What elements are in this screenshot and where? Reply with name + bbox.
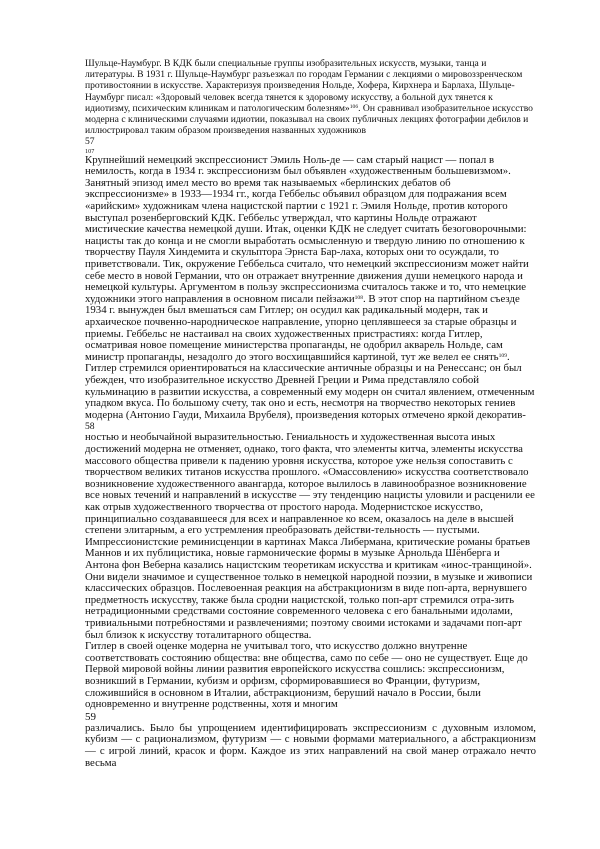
paragraph-5: Гитлер в своей оценке модерна не учитывал того, что искусство должно внутренне соответствовать состоянию общества: вне общества, само по себе — оно не существует. Еще до Первой мировой войны линии развития европейского искусства сошлись: экспрессионизм, возникший в Германии, кубизм и орфизм, сформировавшиеся во Франции, футуризм, сложившийся в основном в Италии, абстракционизм, беруший начало в России, были одновременно и внутренне родственны, хотя и многим	[85, 640, 528, 711]
paragraph-6: различались. Было бы упрощением идентифицировать экспрессионизм с духовным изломом, кубизм — с рационализмом, футуризм — с новыми формами материального, а абстракционизм — с игрой линий, красок и форм. Каждое из этих направлений на свой манер отражало нечто весьма	[85, 721, 536, 769]
footnote-ref-109[interactable]: 109	[498, 352, 507, 359]
page-number-59: 59	[85, 710, 96, 723]
page-number-58: 58	[85, 421, 95, 433]
footnote-ref-106[interactable]: 106	[349, 103, 359, 110]
paragraph-4: ностью и необычайной выразительностью. Гениальность и художественная высота иных достижений модерна не отменяет, однако, того факта, что элементы китча, элементы искусства массового общества привели к падению уровня искусства, которое уже нельзя сопоставить с творчеством великих титанов искусства прошлого. «Омассовлению» искусства соответствовало возникновение художественного авангарда, которое вылилось в лавинообразное возникновение все новых течений и направлений в искусстве — эту тенденцию нацисты уловили и расценили ее как отрыв художественного творчества от простого народа. Модернистское искусство, принципиально создававшееся для всех и направленное ко всем, оказалось на деле в высшей степени элитарным, а его устремления преобразовать действи-тельность — пустыми. Импрессионистские реминисценции в картинах Макса Либермана, критические романы братьев Маннов и их публицистика, новые гармонические формы в музыке Арнольда Шёнберга и Антона фон Веберна казались нацистским теоретикам искусства и критикам «инос-транщиной». Они видели значимое и существенное только в немецкой народной поэзии, в музыке и живописи классических образцов. Послевоенная реакция на абстракционизм в виде поп-арта, вернувшего предметность искусству, также была сродни нацистской, только поп-арт стремился отра-зить нетрадиционными средствами состояние современного человека с его банальными идолами, тривиальными потребностями и развлечениями; поэтому своими истоками и задачами поп-арт был близок к искусству тоталитарного общества.	[85, 431, 535, 641]
paragraph-3: Гитлер стремился ориентироваться на классические античные образцы и на Ренессанс; он был убежден, что изобразительное искусство Древней Греции и Рима представляло собой кульминацию в развитии искусства, а современный ему модерн он считал явлением, отмеченным упадком вкуса. По большому счету, так оно и есть, несмотря на творчество некоторых гениев модерна (Антонио Гауди, Михаила Врубеля), произведения которых отмечено яркой декоратив-	[85, 362, 535, 421]
footnote-ref-108[interactable]: 108	[354, 294, 363, 301]
footnote-marker-107: 107	[85, 147, 95, 155]
paragraph-2: Крупнейший немецкий экспрессионист Эмиль Ноль-де — сам старый нацист — попал в немилость, когда в 1934 г. экспрессионизм был объявлен «художественным большевизмом». Занятный эпизод имел место во время так называемых «берлинских дебатов об экспрессионизме» в 1933—1934 гг., когда Геббельс объявил образцом для подражания всем «арийским» художникам члена нацистской партии с 1921 г. Эмиля Нольде, против которого выступал розенберговский КДК. Геббельс утверждал, что картины Нольде отражают мистические качества немецкой души. Итак, оценки КДК не следует считать безоговорочными: нацисты так до конца и не смогли выработать осмысленную и твердую линию по отношению к творчеству Пауля Хиндемита и скульптора Эрнста Бар-лаха, которых они то осуждали, то приветствовали. Тик, окружение Геббельса считало, что немецкий экспрессионизм может найти себе место в новой Германии, что он отражает внутренние движения души немецкого народа и немецкой культуры. Аргументом в пользу экспрессионизма считалось также и то, что немецкие художники этого направления в основном писали пейзажи$^{108}$. В этот спор на партийном съезде 1934 г. вынужден был вмешаться сам Гитлер; он осудил как радикальный модерн, так и архаическое почвенно-народническое направление, упорно цеплявшееся за старые образцы и приемы. Геббельс не настаивал на своих художественных пристрастиях: когда Гитлер, осматривая новое помещение министерства пропаганды, не одобрил акварель Нольде, сам министр пропаганды, незадолго до этого восхищавшийся картиной, тут же велел ее снять$^{109}$.	[85, 153, 529, 363]
page-number-57: 57	[85, 136, 95, 148]
paragraph-1: Шульце-Наумбург. В КДК были специальные группы изобразительных искусств, музыки, танца и литературы. В 1931 г. Шульце-Наумбург разъезжал по городам Германии с лекциями о мировоззренческом противостоянии в искусстве. Характеризуя произведения Нольде, Хофера, Кирхнера и Барлаха, Шульце-Наумбург писал: «Здоровый человек всегда тянется к здоровому искусству, а больной дух тянется к идиотизму, психическим клиникам и патологическим болезням»$^{106}$. Он сравнивал изобразительное искусство модерна с клиническими случаями идиотии, показывал на своих публичных лекциях фотографии дебилов и иллюстрировал таким образом произведения названных художников	[85, 58, 533, 137]
